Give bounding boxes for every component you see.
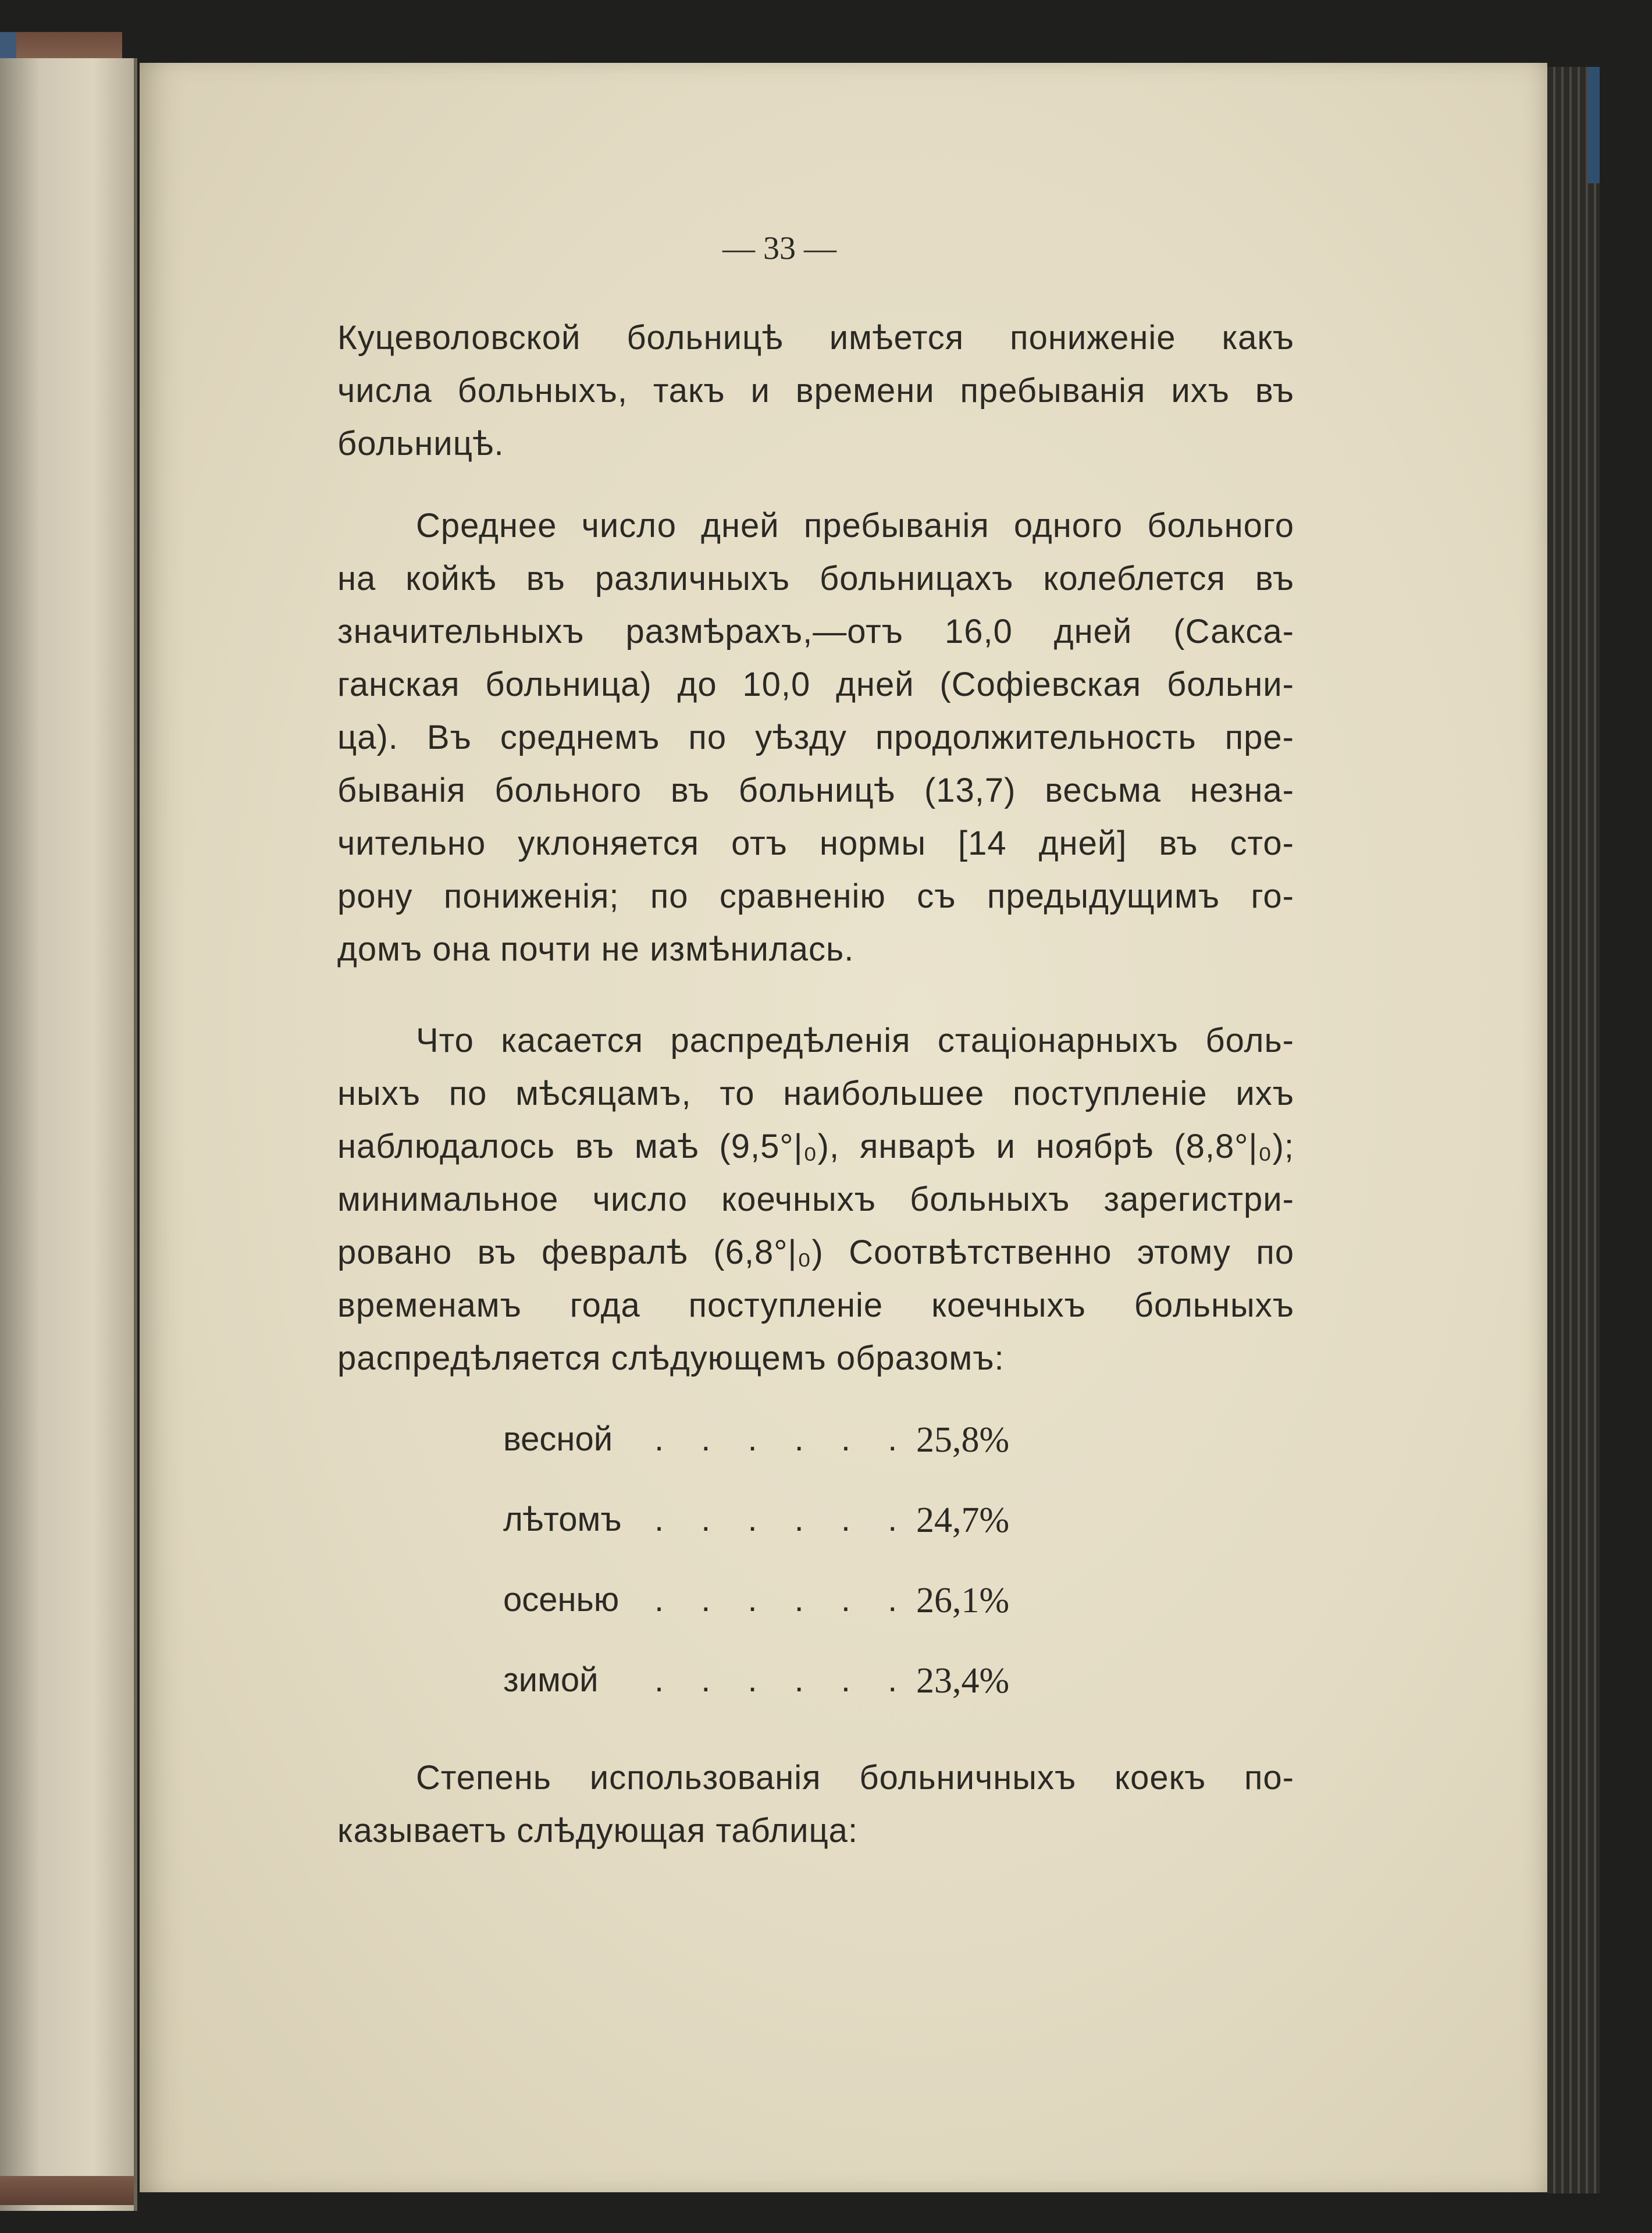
text-line: казываетъ слѣдующая таблица:	[337, 1812, 859, 1850]
season-value: 23,4%	[916, 1661, 1010, 1701]
paragraph-4	[337, 1751, 1294, 1857]
text-line: ганская больница) до 10,0 дней (Софіевская больни-	[337, 666, 1294, 703]
paragraph-3	[337, 1014, 1294, 1385]
text-line: минимальное число коечныхъ больныхъ зарегистри-	[337, 1180, 1294, 1218]
season-name: зимой	[503, 1661, 599, 1699]
season-row	[503, 1420, 1027, 1478]
text-line: ца). Въ среднемъ по уѣзду продолжительность пре-	[337, 719, 1294, 756]
season-value: 26,1%	[916, 1581, 1010, 1620]
leader-dots: . . . . . .	[654, 1420, 912, 1458]
paragraph-2	[337, 499, 1294, 976]
text-line: значительныхъ размѣрахъ,—отъ 16,0 дней (Сакса-	[337, 613, 1294, 650]
text-line: быванія больного въ больницѣ (13,7) весьма незна-	[337, 771, 1294, 809]
text-line: наблюдалось въ маѣ (9,5°|₀), январѣ и ноябрѣ (8,8°|₀);	[337, 1128, 1294, 1165]
cover-edge	[1588, 67, 1600, 183]
season-name: весной	[503, 1420, 613, 1458]
text-line: Что касается распредѣленія стаціонарныхъ боль-	[416, 1022, 1294, 1059]
text-line: домъ она почти не измѣнилась.	[337, 930, 855, 968]
leader-dots: . . . . . .	[654, 1500, 912, 1538]
season-name: осенью	[503, 1581, 620, 1619]
season-value: 24,7%	[916, 1500, 1010, 1540]
text-line: ныхъ по мѣсяцамъ, то наибольшее поступленіе ихъ	[337, 1075, 1294, 1112]
paragraph-1	[337, 311, 1294, 470]
season-row	[503, 1660, 1027, 1719]
text-line: временамъ года поступленіе коечныхъ больныхъ	[337, 1286, 1294, 1324]
previous-page-edge	[0, 58, 137, 2211]
page-stack-edge	[1547, 67, 1600, 2193]
text-line: больницѣ.	[337, 425, 504, 463]
season-row	[503, 1580, 1027, 1638]
season-value: 25,8%	[916, 1420, 1010, 1460]
book-bottom-tab	[0, 2176, 134, 2205]
text-line: распредѣляется слѣдующемъ образомъ:	[337, 1339, 1005, 1377]
text-line: числа больныхъ, такъ и времени пребыванія ихъ въ	[337, 372, 1294, 410]
season-row	[503, 1500, 1027, 1558]
leader-dots: . . . . . .	[654, 1661, 912, 1699]
text-line: Среднее число дней пребыванія одного больного	[416, 507, 1294, 545]
text-line: чительно уклоняется отъ нормы [14 дней] въ сто-	[337, 824, 1294, 862]
leader-dots: . . . . . .	[654, 1581, 912, 1619]
text-line: рону пониженія; по сравненію съ предыдущимъ го-	[337, 877, 1294, 915]
text-line: на койкѣ въ различныхъ больницахъ колеблется въ	[337, 560, 1294, 598]
text-line: ровано въ февралѣ (6,8°|₀) Соотвѣтственно этому по	[337, 1233, 1294, 1271]
text-line: Степень использованія больничныхъ коекъ по-	[416, 1759, 1294, 1797]
text-line: Куцеволовской больницѣ имѣется пониженіе какъ	[337, 319, 1294, 357]
page-number: — 33 —	[722, 230, 836, 266]
season-name: лѣтомъ	[503, 1500, 622, 1538]
